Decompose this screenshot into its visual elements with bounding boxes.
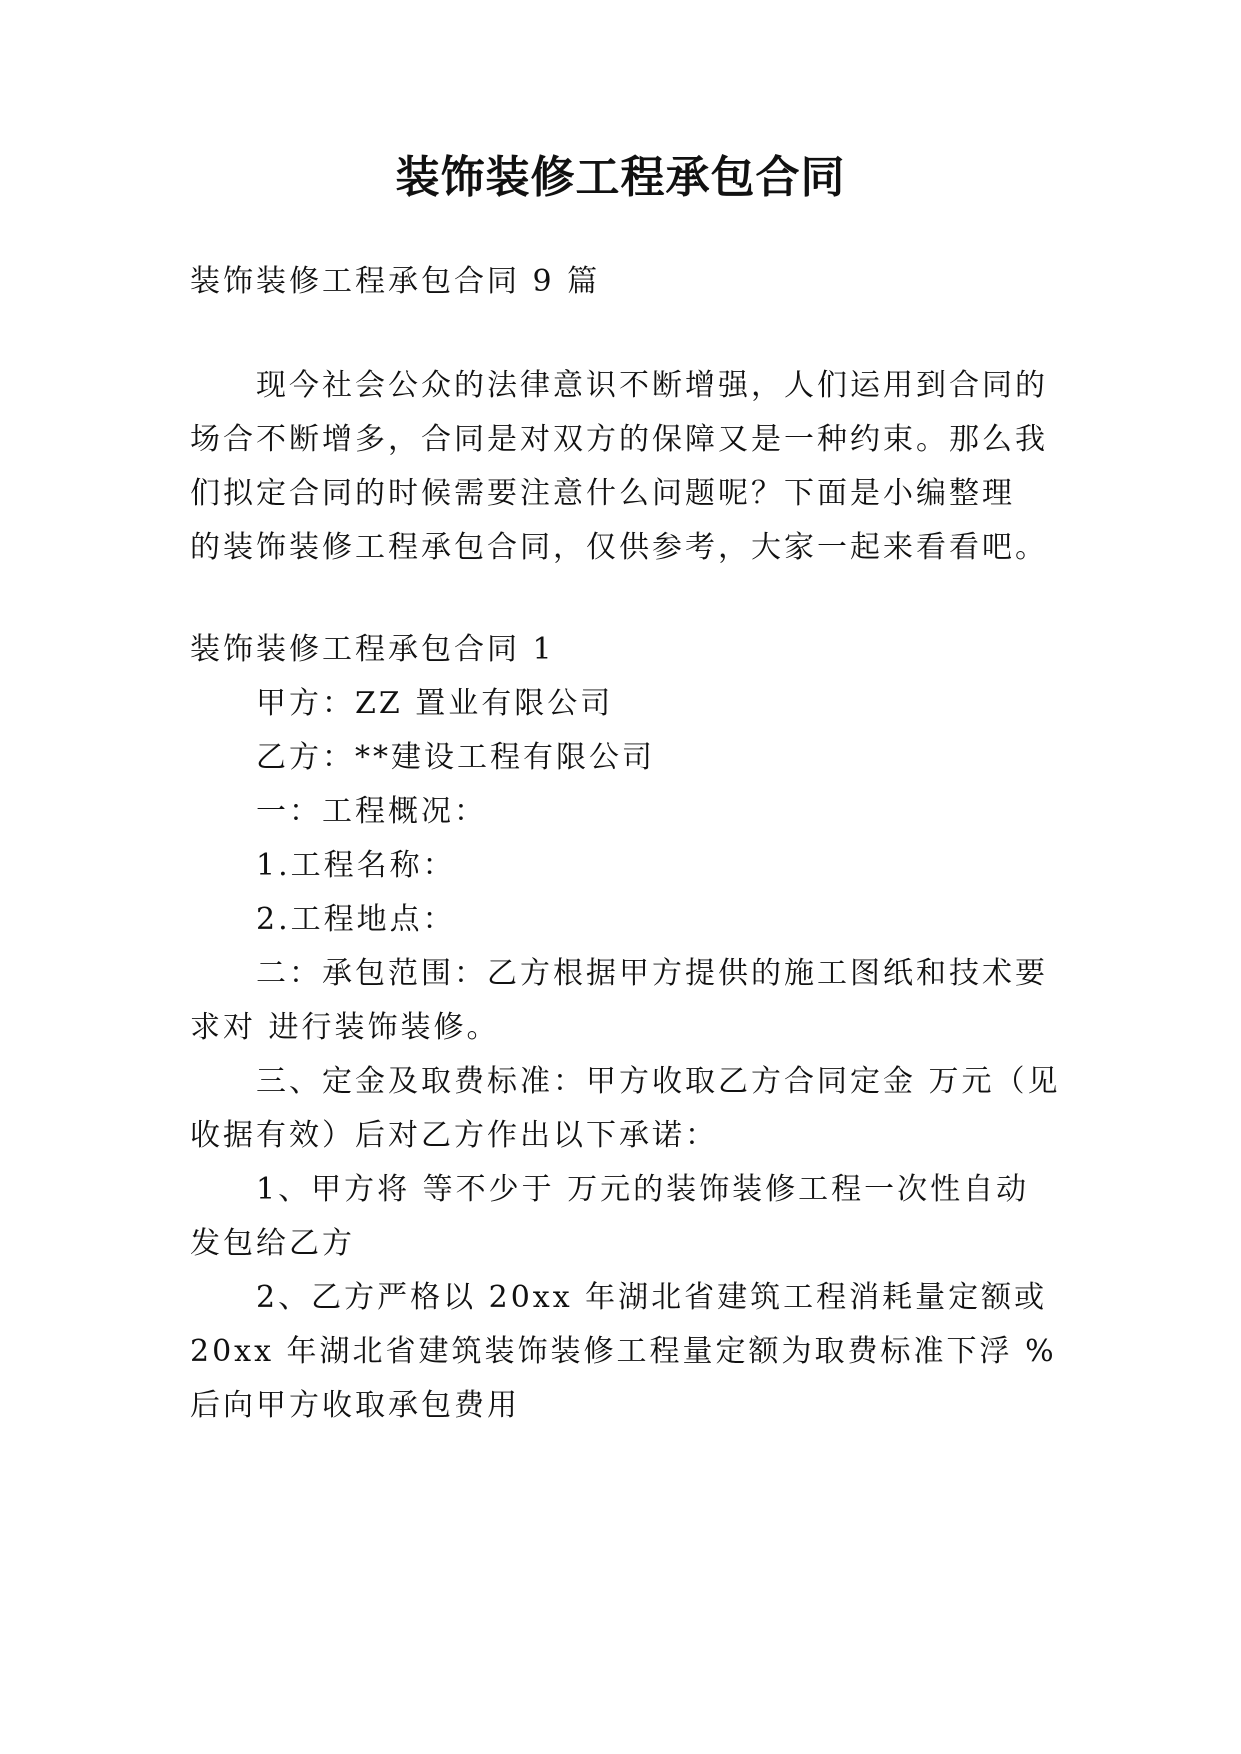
item-project-location: 2.工程地点： [256,902,456,937]
document-title: 装饰装修工程承包合同 [395,152,846,203]
contract-heading: 装饰装修工程承包合同 1 [190,632,555,667]
intro-line-3: 们拟定合同的时候需要注意什么问题呢？下面是小编整理 [190,476,1015,511]
intro-line-4: 的装饰装修工程承包合同，仅供参考，大家一起来看看吧。 [190,530,1048,565]
intro-line-2: 场合不断增多，合同是对双方的保障又是一种约束。那么我 [190,422,1048,457]
party-b: 乙方：**建设工程有限公司 [256,740,655,775]
document-subtitle: 装饰装修工程承包合同 9 篇 [190,264,601,299]
clause2-line-1: 2、乙方严格以 20xx 年湖北省建筑工程消耗量定额或 [256,1280,1048,1315]
party-a: 甲方：ZZ 置业有限公司 [256,686,614,721]
clause2-line-2: 20xx 年湖北省建筑装饰装修工程量定额为取费标准下浮 % [190,1334,1057,1369]
section3-line-2: 收据有效）后对乙方作出以下承诺： [190,1118,718,1153]
intro-line-1: 现今社会公众的法律意识不断增强，人们运用到合同的 [256,368,1048,403]
section1-heading: 一：工程概况： [256,794,487,829]
clause2-line-3: 后向甲方收取承包费用 [190,1388,520,1423]
clause1-line-2: 发包给乙方 [190,1226,355,1261]
section2-line-1: 二：承包范围：乙方根据甲方提供的施工图纸和技术要 [256,956,1048,991]
section2-line-2: 求对 进行装饰装修。 [190,1010,500,1045]
section3-line-1: 三、定金及取费标准：甲方收取乙方合同定金 万元（见 [256,1064,1061,1099]
clause1-line-1: 1、甲方将 等不少于 万元的装饰装修工程一次性自动 [256,1172,1030,1207]
item-project-name: 1.工程名称： [256,848,456,883]
